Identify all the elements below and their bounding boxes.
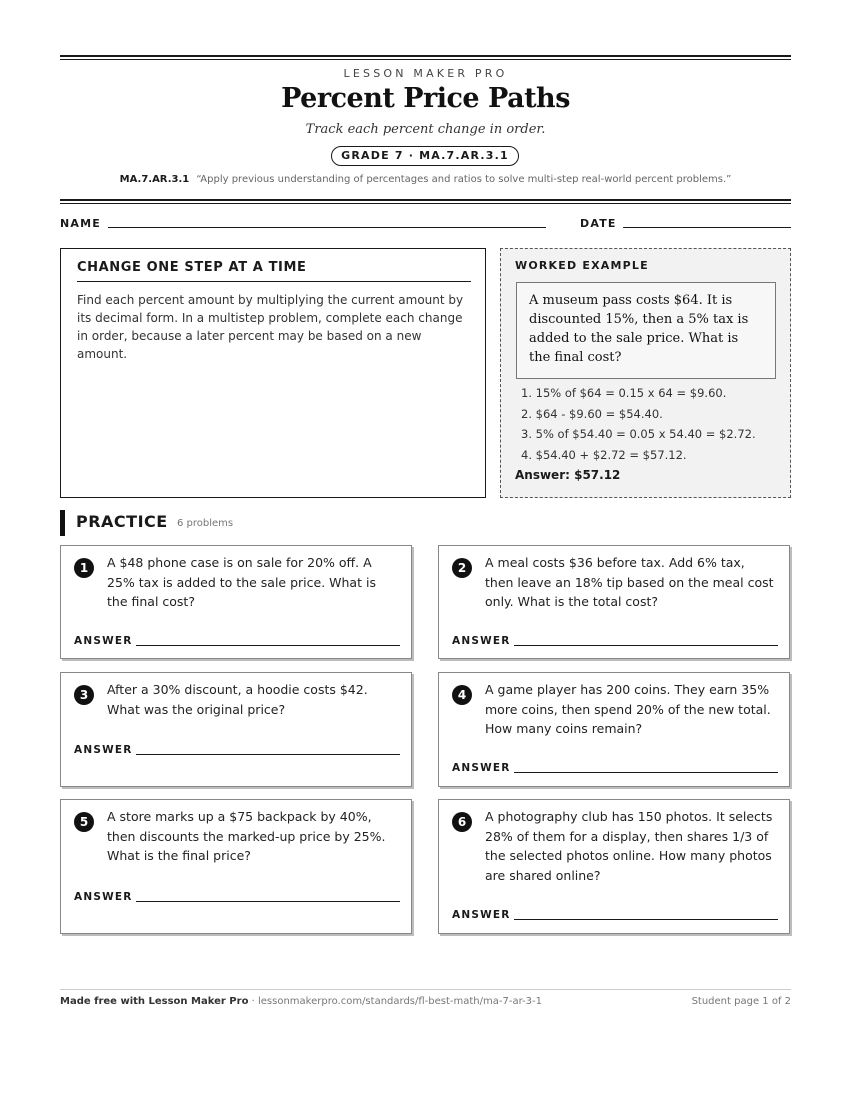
concept-body: Find each percent amount by multiplying the current amount by its decimal form. In a multistep problem, complete each change in order, because a later percent may be based on a new amount.	[77, 293, 464, 361]
answer-field-3[interactable]	[136, 754, 400, 755]
problem-card-5	[60, 799, 412, 934]
answer-field-4[interactable]	[514, 772, 778, 773]
problem-number-1: 1	[74, 558, 94, 578]
answer-label: ANSWER	[74, 744, 133, 756]
name-field[interactable]	[108, 227, 546, 228]
problem-number-3: 3	[74, 685, 94, 705]
brand-label: LESSON MAKER PRO	[343, 67, 508, 80]
worked-example-heading: WORKED EXAMPLE	[515, 259, 649, 272]
standard-text: “Apply previous understanding of percentages and ratios to solve multi-step real-world percent problems.”	[196, 174, 732, 185]
worked-example-question: A museum pass costs $64. It is discounted 15%, then a 5% tax is added to the sale price. What is the final cost?	[516, 282, 776, 379]
answer-field-5[interactable]	[136, 901, 400, 902]
answer-field-1[interactable]	[136, 645, 400, 646]
problem-card-1	[60, 545, 412, 659]
problem-number-6: 6	[452, 812, 472, 832]
standard-line	[60, 174, 791, 185]
problem-card-3	[60, 672, 412, 787]
footer-credit	[60, 996, 542, 1007]
answer-field-2[interactable]	[514, 645, 778, 646]
worked-step: 2. $64 - $9.60 = $54.40.	[521, 406, 663, 421]
problem-text-6: A photography club has 150 photos. It selects 28% of them for a display, then shares 1/3 of the selected photos online. How many photos are shared online?	[485, 809, 773, 883]
header-bottom-rule	[60, 199, 791, 201]
answer-label: ANSWER	[452, 635, 511, 647]
problem-text-2: A meal costs $36 before tax. Add 6% tax, then leave an 18% tip based on the meal cost only. What is the total cost?	[485, 555, 774, 609]
problem-text-4: A game player has 200 coins. They earn 35% more coins, then spend 20% of the new total. How many coins remain?	[485, 682, 771, 736]
worked-example-answer: Answer: $57.12	[515, 468, 621, 482]
worked-step: 3. 5% of $54.40 = 0.05 x 54.40 = $2.72.	[521, 427, 756, 441]
problem-number-4: 4	[452, 685, 472, 705]
footer-rule	[60, 989, 791, 990]
grade-badge: GRADE 7 · MA.7.AR.3.1	[331, 146, 519, 166]
answer-label: ANSWER	[74, 891, 133, 903]
worked-example-steps	[521, 383, 756, 465]
answer-label: ANSWER	[452, 762, 511, 774]
answer-field-6[interactable]	[514, 919, 778, 920]
problem-card-2	[438, 545, 790, 659]
worked-step: 4. $54.40 + $2.72 = $57.12.	[521, 447, 687, 462]
page-subtitle: Track each percent change in order.	[305, 122, 546, 137]
page-title: Percent Price Paths	[281, 83, 570, 114]
problem-number-2: 2	[452, 558, 472, 578]
worked-step: 1. 15% of $64 = 0.15 x 64 = $9.60.	[521, 386, 727, 400]
problem-text-5: A store marks up a $75 backpack by 40%, then discounts the marked-up price by 25%. What is the final price?	[107, 809, 386, 863]
problem-text-1: A $48 phone case is on sale for 20% off. A 25% tax is added to the sale price. What is the final cost?	[107, 555, 376, 609]
problem-number-5: 5	[74, 812, 94, 832]
footer-url-link[interactable]: · lessonmakerpro.com/standards/fl-best-math/ma-7-ar-3-1	[248, 996, 543, 1007]
page-number: Student page 1 of 2	[691, 996, 791, 1007]
answer-label: ANSWER	[452, 909, 511, 921]
header-top-rule	[60, 55, 791, 57]
concept-heading: CHANGE ONE STEP AT A TIME	[77, 260, 471, 282]
name-label: NAME	[60, 217, 101, 230]
problem-text-3: After a 30% discount, a hoodie costs $42. What was the original price?	[107, 682, 368, 717]
practice-accent-bar	[60, 510, 65, 536]
concept-box	[60, 248, 486, 498]
standard-code: MA.7.AR.3.1	[119, 174, 190, 185]
practice-count: 6 problems	[177, 518, 234, 529]
footer-made-with: Made free with Lesson Maker Pro	[60, 996, 249, 1007]
problem-card-4	[438, 672, 790, 787]
problem-card-6	[438, 799, 790, 934]
answer-label: ANSWER	[74, 635, 133, 647]
date-field[interactable]	[623, 227, 791, 228]
worked-example-box	[500, 248, 791, 498]
practice-heading: PRACTICE	[76, 512, 168, 531]
date-label: DATE	[580, 217, 617, 230]
